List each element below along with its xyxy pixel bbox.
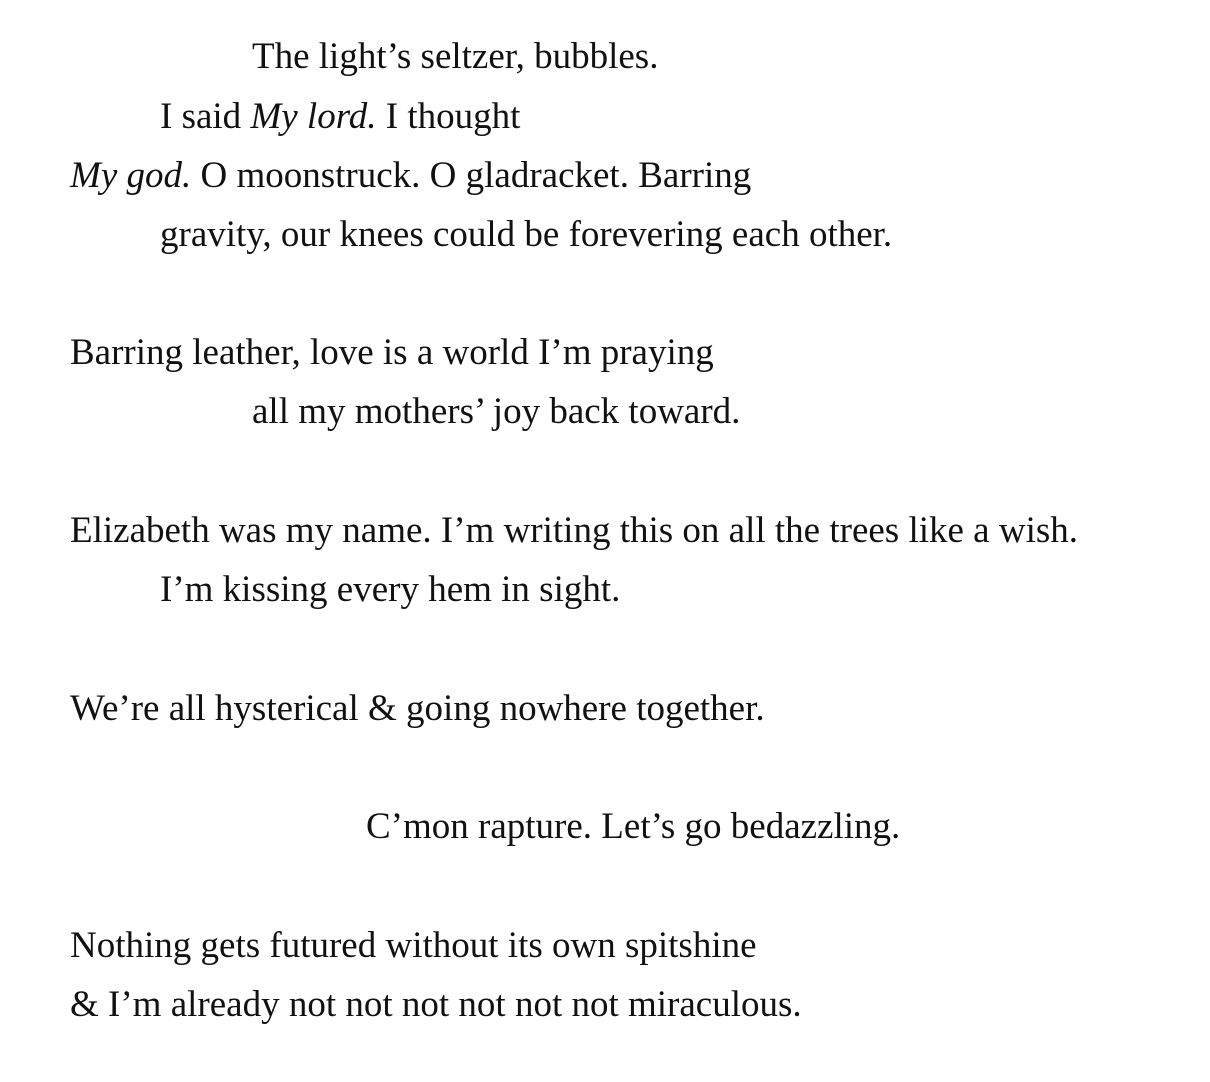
- poem-text: I said: [160, 96, 251, 137]
- poem-italic-text: My god.: [70, 155, 192, 196]
- poem-text: O moonstruck. O gladracket. Barring: [191, 155, 752, 196]
- poem-line: gravity, our knees could be forevering each other.: [160, 214, 893, 255]
- poem-italic-text: My lord.: [250, 96, 377, 137]
- poem-line: The light’s seltzer, bubbles.: [252, 36, 659, 77]
- poem-line: Elizabeth was my name. I’m writing this on all the trees like a wish.: [70, 510, 1078, 551]
- poem-line: We’re all hysterical & going nowhere together.: [70, 688, 765, 729]
- poem-line: I’m kissing every hem in sight.: [160, 569, 621, 610]
- poem-line: C’mon rapture. Let’s go bedazzling.: [366, 806, 901, 847]
- poem-line: all my mothers’ joy back toward.: [252, 391, 741, 432]
- poem-line: Nothing gets futured without its own spitshine: [70, 925, 757, 966]
- poem-line: [160, 95, 520, 139]
- poem-line: Barring leather, love is a world I’m praying: [70, 332, 714, 373]
- poem-text: I thought: [376, 96, 521, 137]
- poem-line: [70, 154, 751, 198]
- poem-line: & I’m already not not not not not not miraculous.: [70, 984, 802, 1025]
